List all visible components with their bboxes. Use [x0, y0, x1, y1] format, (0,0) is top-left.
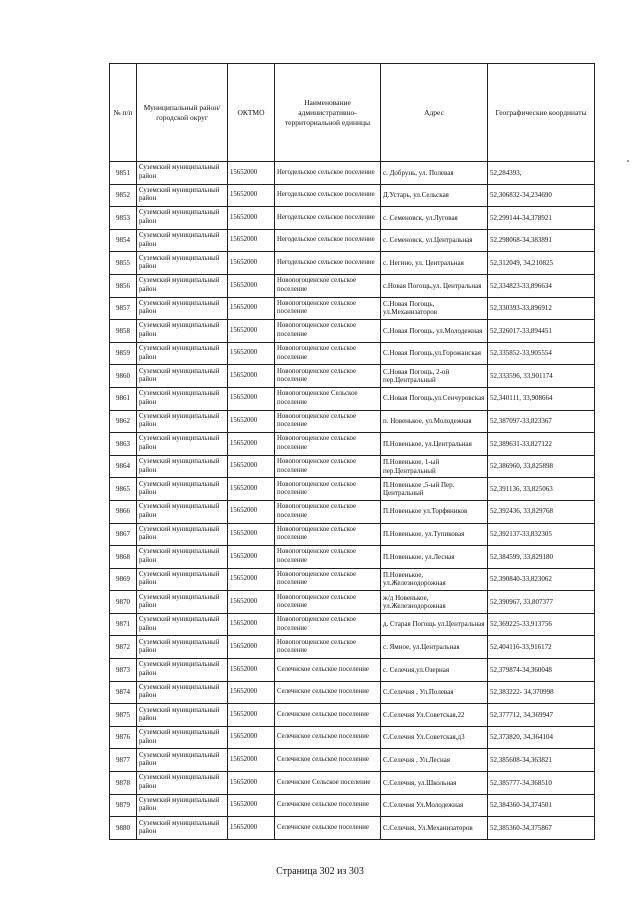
coords-cell: 52,384599, 33,829180 [488, 546, 595, 569]
coords-cell: 52,392137-33,832305 [488, 523, 595, 546]
district-cell: Суземский муниципальный район [137, 659, 228, 682]
coords-cell: 52,340111, 33,908664 [488, 387, 595, 410]
settlement-cell: Новопогощенское сельское поселение [275, 591, 381, 614]
table-row [110, 455, 595, 478]
coords-cell: 52,333596, 33,901174 [488, 365, 595, 388]
table-row [110, 433, 595, 456]
table-row [110, 591, 595, 614]
district-cell: Суземский муниципальный район [137, 591, 228, 614]
row-number: 9866 [110, 500, 137, 523]
address-cell: П.Новенькое, 1-ый пер.Центральный [381, 455, 488, 478]
row-number: 9861 [110, 387, 137, 410]
row-number: 9870 [110, 591, 137, 614]
oktmo-cell: 15652000 [228, 636, 275, 659]
settlement-cell: Новопогощенское сельское поселение [275, 320, 381, 343]
district-cell: Суземский муниципальный район [137, 297, 228, 320]
oktmo-cell: 15652000 [228, 229, 275, 252]
district-cell: Суземский муниципальный район [137, 229, 228, 252]
settlement-cell: Новопогощенское сельское поселение [275, 410, 381, 433]
oktmo-cell: 15652000 [228, 274, 275, 297]
district-cell: Суземский муниципальный район [137, 636, 228, 659]
address-cell: Д.Устарь, ул.Сельская [381, 184, 488, 207]
row-number: 9856 [110, 274, 137, 297]
table-row [110, 207, 595, 230]
address-cell: П.Новенькое, ул.Лесная [381, 546, 488, 569]
header-num: № п/п [110, 64, 137, 162]
row-number: 9876 [110, 726, 137, 749]
table-row [110, 342, 595, 365]
table-row [110, 229, 595, 252]
district-cell: Суземский муниципальный район [137, 478, 228, 501]
settlement-cell: Новопогощенское сельское поселение [275, 478, 381, 501]
oktmo-cell: 15652000 [228, 320, 275, 343]
row-number: 9854 [110, 229, 137, 252]
table-row [110, 500, 595, 523]
coords-cell: 52,390967, 33,807377 [488, 591, 595, 614]
address-cell: П.Новенькое, ул.Центральная [381, 433, 488, 456]
district-cell: Суземский муниципальный район [137, 772, 228, 795]
settlement-cell: Новопогощенское сельское поселение [275, 546, 381, 569]
settlement-cell: Новопогощенское сельское поселение [275, 568, 381, 591]
oktmo-cell: 15652000 [228, 817, 275, 840]
row-number: 9855 [110, 252, 137, 275]
settlement-cell: Селечнское сельское поселение [275, 726, 381, 749]
settlement-cell: Негодельское сельское поселение [275, 184, 381, 207]
address-cell: С.Новая Погощь,ул.Горожанская [381, 342, 488, 365]
district-cell: Суземский муниципальный район [137, 274, 228, 297]
address-cell: С.Селечня , Ул.Полевая [381, 681, 488, 704]
table-row [110, 162, 595, 185]
coords-cell: 52,387097-33,823367 [488, 410, 595, 433]
oktmo-cell: 15652000 [228, 342, 275, 365]
address-cell: П.Новенькое, ул.Тупиковая [381, 523, 488, 546]
coords-cell: 52,384360-34,374501 [488, 794, 595, 817]
address-cell: С.Селечня , Ул.Лесная [381, 749, 488, 772]
row-number: 9852 [110, 184, 137, 207]
table-row [110, 817, 595, 840]
coords-cell: 52,383222- 34,370998 [488, 681, 595, 704]
coords-cell: 52,391136, 33,825063 [488, 478, 595, 501]
coords-cell: 52,390840-33,823062 [488, 568, 595, 591]
address-cell: С.Селечня Ул.Советская,д3 [381, 726, 488, 749]
district-cell: Суземский муниципальный район [137, 523, 228, 546]
row-number: 9857 [110, 297, 137, 320]
address-cell: П.Новенькое, ул.Железнодорожная [381, 568, 488, 591]
settlement-cell: Негодельское сельское поселение [275, 252, 381, 275]
margin-dot [627, 160, 629, 162]
row-number: 9867 [110, 523, 137, 546]
coords-cell: 52,330393-33,896912 [488, 297, 595, 320]
row-number: 9868 [110, 546, 137, 569]
oktmo-cell: 15652000 [228, 162, 275, 185]
oktmo-cell: 15652000 [228, 704, 275, 727]
header-district: Муниципальный район/городской округ [137, 64, 228, 162]
coords-cell: 52,326017-33,894451 [488, 320, 595, 343]
district-cell: Суземский муниципальный район [137, 455, 228, 478]
district-cell: Суземский муниципальный район [137, 207, 228, 230]
oktmo-cell: 15652000 [228, 613, 275, 636]
oktmo-cell: 15652000 [228, 681, 275, 704]
row-number: 9863 [110, 433, 137, 456]
oktmo-cell: 15652000 [228, 387, 275, 410]
coords-cell: 52,386960, 33,825898 [488, 455, 595, 478]
district-cell: Суземский муниципальный район [137, 320, 228, 343]
address-cell: с. Негино, ул. Центральная [381, 252, 488, 275]
coords-cell: 52,377712, 34,369947 [488, 704, 595, 727]
coords-cell: 52,334823-33,896634 [488, 274, 595, 297]
address-cell: С.Селечня, ул.Школьная [381, 772, 488, 795]
address-cell: п. Новенькое, ул.Молодежная [381, 410, 488, 433]
row-number: 9873 [110, 659, 137, 682]
settlement-cell: Новопогощенское сельское поселение [275, 523, 381, 546]
address-cell: с.Новая Погощь,ул. Центральная [381, 274, 488, 297]
table-row [110, 772, 595, 795]
district-cell: Суземский муниципальный район [137, 162, 228, 185]
header-settlement: Наименование административно-территориальной единицы [275, 64, 381, 162]
oktmo-cell: 15652000 [228, 772, 275, 795]
oktmo-cell: 15652000 [228, 523, 275, 546]
table-row [110, 613, 595, 636]
district-cell: Суземский муниципальный район [137, 681, 228, 704]
address-cell: С.Селечня Ул.Советская,22 [381, 704, 488, 727]
row-number: 9859 [110, 342, 137, 365]
oktmo-cell: 15652000 [228, 568, 275, 591]
header-oktmo: ОКТМО [228, 64, 275, 162]
table-row [110, 320, 595, 343]
district-cell: Суземский муниципальный район [137, 726, 228, 749]
table-row [110, 297, 595, 320]
oktmo-cell: 15652000 [228, 455, 275, 478]
registry-table [109, 63, 595, 840]
coords-cell: 52,369225-33,913756 [488, 613, 595, 636]
district-cell: Суземский муниципальный район [137, 365, 228, 388]
district-cell: Суземский муниципальный район [137, 387, 228, 410]
settlement-cell: Селечнское сельское поселение [275, 704, 381, 727]
district-cell: Суземский муниципальный район [137, 184, 228, 207]
district-cell: Суземский муниципальный район [137, 546, 228, 569]
row-number: 9877 [110, 749, 137, 772]
row-number: 9860 [110, 365, 137, 388]
row-number: 9874 [110, 681, 137, 704]
address-cell: П.Новенькое ул.Торфяников [381, 500, 488, 523]
address-cell: С.Новая Погощь,ул.Сенчуровская [381, 387, 488, 410]
district-cell: Суземский муниципальный район [137, 749, 228, 772]
district-cell: Суземский муниципальный район [137, 704, 228, 727]
table-row [110, 749, 595, 772]
row-number: 9869 [110, 568, 137, 591]
district-cell: Суземский муниципальный район [137, 613, 228, 636]
district-cell: Суземский муниципальный район [137, 568, 228, 591]
settlement-cell: Новопогощенское сельское поселение [275, 274, 381, 297]
coords-cell: 52,392436, 33,829768 [488, 500, 595, 523]
table-row [110, 523, 595, 546]
oktmo-cell: 15652000 [228, 365, 275, 388]
address-cell: д. Старая Погощь ул.Центральная [381, 613, 488, 636]
settlement-cell: Новопогощенское сельское поселение [275, 297, 381, 320]
settlement-cell: Негодельское сельское поселение [275, 229, 381, 252]
table-row [110, 274, 595, 297]
table-row [110, 365, 595, 388]
settlement-cell: Новопогощенское сельское поселение [275, 613, 381, 636]
oktmo-cell: 15652000 [228, 591, 275, 614]
address-cell: С.Новая Погощь, ул.Механизаторов [381, 297, 488, 320]
settlement-cell: Новопогощенское сельское поселение [275, 342, 381, 365]
district-cell: Суземский муниципальный район [137, 410, 228, 433]
oktmo-cell: 15652000 [228, 794, 275, 817]
coords-cell: 52,385608-34,363821 [488, 749, 595, 772]
settlement-cell: Селечнское сельское поселение [275, 749, 381, 772]
address-cell: ж/д Новенькое, ул.Железнодорожная [381, 591, 488, 614]
settlement-cell: Селечнское Сельское поселение [275, 772, 381, 795]
oktmo-cell: 15652000 [228, 749, 275, 772]
settlement-cell: Новопогощенское сельское поселение [275, 455, 381, 478]
table-row [110, 726, 595, 749]
table-row [110, 546, 595, 569]
settlement-cell: Селечнское сельское поселение [275, 681, 381, 704]
oktmo-cell: 15652000 [228, 252, 275, 275]
table-row [110, 636, 595, 659]
row-number: 9853 [110, 207, 137, 230]
coords-cell: 52,373820, 34,364104 [488, 726, 595, 749]
settlement-cell: Новопогощенское сельское поселение [275, 636, 381, 659]
coords-cell: 52,404116-33,916172 [488, 636, 595, 659]
row-number: 9862 [110, 410, 137, 433]
address-cell: С.Селечня, Ул.Механизаторов [381, 817, 488, 840]
oktmo-cell: 15652000 [228, 546, 275, 569]
row-number: 9872 [110, 636, 137, 659]
oktmo-cell: 15652000 [228, 433, 275, 456]
district-cell: Суземский муниципальный район [137, 817, 228, 840]
coords-cell: 52,298068-34,383891 [488, 229, 595, 252]
address-cell: С.Селечня Ул.Молодежная [381, 794, 488, 817]
address-cell: с. Семеновск, ул.Центральная [381, 229, 488, 252]
settlement-cell: Негодельское сельское поселение [275, 162, 381, 185]
row-number: 9865 [110, 478, 137, 501]
oktmo-cell: 15652000 [228, 297, 275, 320]
address-cell: С.Новая Погощь, ул.Молодежная [381, 320, 488, 343]
table-header-row [110, 64, 595, 162]
row-number: 9871 [110, 613, 137, 636]
district-cell: Суземский муниципальный район [137, 252, 228, 275]
address-cell: С.Новая Погощь, 2-ой пер.Центральный [381, 365, 488, 388]
table-row [110, 252, 595, 275]
address-cell: с. Добрунь, ул. Полевая [381, 162, 488, 185]
district-cell: Суземский муниципальный район [137, 433, 228, 456]
settlement-cell: Новопогощенское сельское поселение [275, 365, 381, 388]
oktmo-cell: 15652000 [228, 726, 275, 749]
settlement-cell: Новопогощенское Сельское поселение [275, 387, 381, 410]
coords-cell: 52,299144-34,378921 [488, 207, 595, 230]
coords-cell: 52,284393, [488, 162, 595, 185]
oktmo-cell: 15652000 [228, 184, 275, 207]
settlement-cell: Новопогощенское сельское поселение [275, 500, 381, 523]
settlement-cell: Селечнское сельское поселение [275, 817, 381, 840]
page-footer: Страница 302 из 303 [276, 866, 364, 877]
oktmo-cell: 15652000 [228, 500, 275, 523]
coords-cell: 52,312049, 34,210825 [488, 252, 595, 275]
table-row [110, 478, 595, 501]
row-number: 9858 [110, 320, 137, 343]
oktmo-cell: 15652000 [228, 207, 275, 230]
table-row [110, 704, 595, 727]
settlement-cell: Новопогощенское сельское поселение [275, 433, 381, 456]
district-cell: Суземский муниципальный район [137, 342, 228, 365]
oktmo-cell: 15652000 [228, 410, 275, 433]
row-number: 9879 [110, 794, 137, 817]
address-cell: с. Семеновск, ул.Луговая [381, 207, 488, 230]
coords-cell: 52,335852-33,905554 [488, 342, 595, 365]
table-row [110, 568, 595, 591]
table-row [110, 681, 595, 704]
oktmo-cell: 15652000 [228, 659, 275, 682]
district-cell: Суземский муниципальный район [137, 500, 228, 523]
settlement-cell: Негодельское сельское поселение [275, 207, 381, 230]
header-address: Адрес [381, 64, 488, 162]
coords-cell: 52,379874-34,360048 [488, 659, 595, 682]
coords-cell: 52,385360-34,375867 [488, 817, 595, 840]
oktmo-cell: 15652000 [228, 478, 275, 501]
address-cell: П.Новенькое ,5-ый Пер. Центральный [381, 478, 488, 501]
table-row [110, 659, 595, 682]
row-number: 9864 [110, 455, 137, 478]
header-coords: Географические координаты [488, 64, 595, 162]
district-cell: Суземский муниципальный район [137, 794, 228, 817]
row-number: 9878 [110, 772, 137, 795]
table-row [110, 184, 595, 207]
row-number: 9880 [110, 817, 137, 840]
address-cell: с. Ямное, ул.Центральная [381, 636, 488, 659]
table-row [110, 410, 595, 433]
coords-cell: 52,385777-34,368510 [488, 772, 595, 795]
settlement-cell: Селечнское сельское поселение [275, 659, 381, 682]
settlement-cell: Селечнское сельское поселение [275, 794, 381, 817]
table-row [110, 794, 595, 817]
row-number: 9875 [110, 704, 137, 727]
coords-cell: 52,306832-34,234690 [488, 184, 595, 207]
address-cell: с. Селечня,ул.Озерная [381, 659, 488, 682]
table-row [110, 387, 595, 410]
coords-cell: 52,389631-33,827122 [488, 433, 595, 456]
row-number: 9851 [110, 162, 137, 185]
